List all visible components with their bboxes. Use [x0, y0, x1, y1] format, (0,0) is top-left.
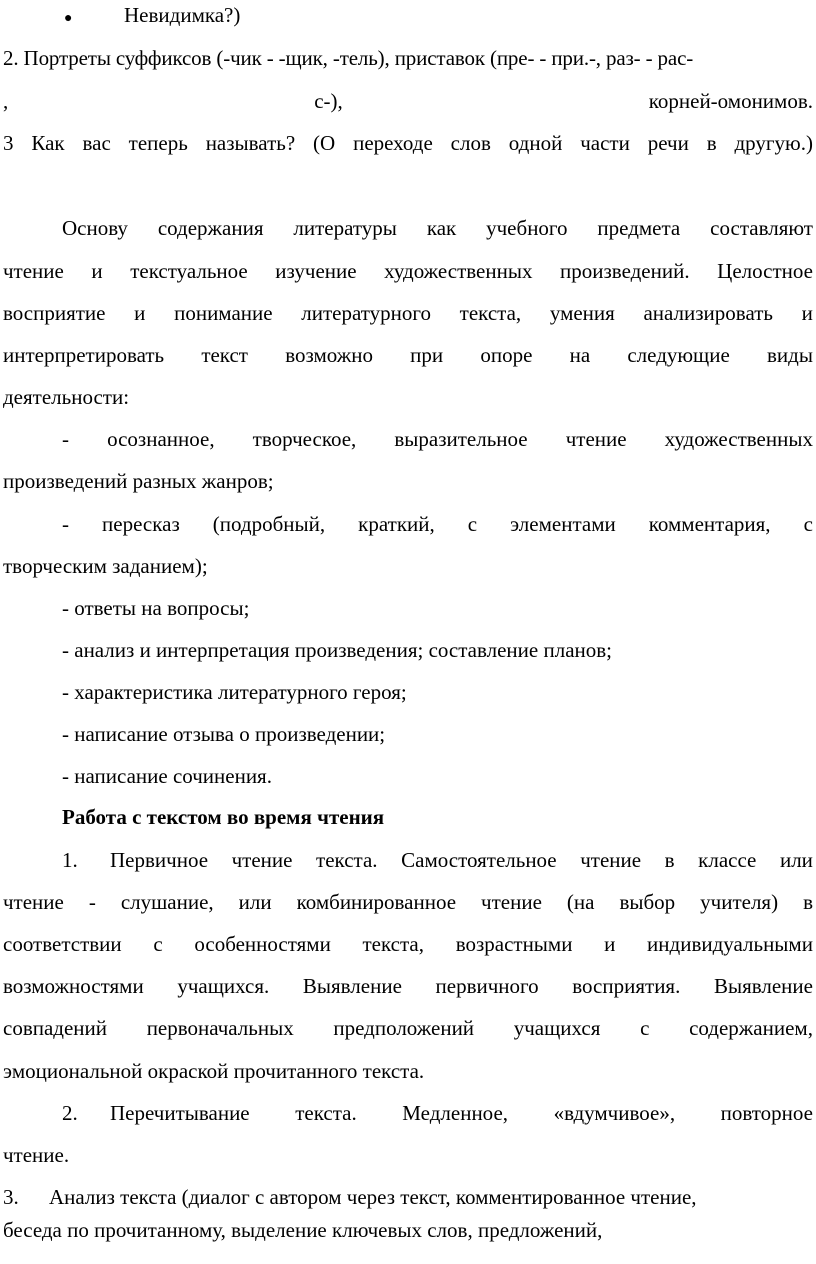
word: возрастными [455, 932, 573, 956]
word: предположений [333, 1016, 475, 1040]
word: опоре [480, 343, 533, 367]
word: и [801, 301, 813, 325]
word: с [153, 932, 163, 956]
word: Перечитывание [110, 1101, 250, 1125]
word: учащихся. [177, 974, 270, 998]
word: художественных [664, 427, 813, 451]
word: возможно [285, 343, 373, 367]
bullet-icon: ● [64, 11, 73, 26]
word: (О [313, 131, 336, 155]
word: - [88, 890, 96, 914]
word: при [410, 343, 444, 367]
word: с [640, 1016, 650, 1040]
step2-number: 2. [62, 1101, 78, 1125]
word: краткий, [358, 512, 435, 536]
word: текста. [295, 1101, 357, 1125]
word: возможностями [3, 974, 144, 998]
activity5: - характеристика литературного героя; [62, 680, 407, 704]
word: пересказ [102, 512, 180, 536]
word: особенностями [194, 932, 331, 956]
word: интерпретировать [3, 343, 165, 367]
word: в [706, 131, 717, 155]
word: , [3, 89, 9, 113]
word: Первичное [110, 848, 209, 872]
word: классе [698, 848, 757, 872]
word: Медленное, [402, 1101, 509, 1125]
item2-line1: 2. Портреты суффиксов (-чик - -щик, -тель), приставок (пре- - при.-, раз- - рас- [3, 46, 694, 70]
word: умения [549, 301, 615, 325]
word: литературного [301, 301, 431, 325]
word: в [664, 848, 675, 872]
activity1-line1 [62, 426, 813, 452]
word: предмета [597, 216, 681, 240]
paragraph1-line3 [3, 300, 813, 326]
word: слов [450, 131, 491, 155]
word: художественных [384, 259, 533, 283]
word: учащихся [513, 1016, 601, 1040]
word: виды [766, 343, 813, 367]
word: восприятия. [572, 974, 681, 998]
word: переходе [353, 131, 433, 155]
activity4: - анализ и интерпретация произведения; составление планов; [62, 638, 612, 662]
activity2-line1 [62, 511, 813, 537]
word: индивидуальными [647, 932, 813, 956]
word: «вдумчивое», [553, 1101, 676, 1125]
bullet-item-text: Невидимка?) [124, 3, 241, 27]
step1-line5 [3, 1015, 813, 1041]
word: текста, [459, 301, 522, 325]
word: (подробный, [212, 512, 326, 536]
word: выразительное [394, 427, 528, 451]
word: соответствии [3, 932, 122, 956]
word: называть? [205, 131, 296, 155]
word: текстуальное [130, 259, 248, 283]
word: комбинированное [296, 890, 457, 914]
word: первичного [435, 974, 539, 998]
paragraph1-line5: деятельности: [3, 385, 130, 409]
word: совпадений [3, 1016, 108, 1040]
word: следующие [627, 343, 730, 367]
word: текст [201, 343, 248, 367]
paragraph1-line1 [62, 215, 813, 241]
word: Целостное [717, 259, 813, 283]
step3-line2: беседа по прочитанному, выделение ключевых слов, предложений, [3, 1218, 603, 1242]
word: творческое, [252, 427, 357, 451]
activity7: - написание сочинения. [62, 764, 272, 788]
word: содержанием, [689, 1016, 813, 1040]
word: чтение [580, 848, 642, 872]
word: литературы [293, 216, 397, 240]
word: одной [508, 131, 563, 155]
section-heading: Работа с текстом во время чтения [62, 805, 385, 829]
word: выбор [619, 890, 676, 914]
word: изучение [275, 259, 357, 283]
word: Самостоятельное [401, 848, 557, 872]
word: с [803, 512, 813, 536]
item3-line [3, 130, 813, 156]
activity1-line2: произведений разных жанров; [3, 469, 274, 493]
word: первоначальных [146, 1016, 294, 1040]
word: учебного [486, 216, 568, 240]
word: Как [31, 131, 65, 155]
word: Выявление [713, 974, 813, 998]
word: Основу [62, 216, 128, 240]
paragraph1-line2 [3, 258, 813, 284]
word: текста, [362, 932, 425, 956]
word: комментария, [648, 512, 771, 536]
paragraph1-line4 [3, 342, 813, 368]
item2-line2 [3, 88, 813, 114]
word: слушание, [120, 890, 214, 914]
word: чтение [3, 259, 64, 283]
word: с-), [314, 89, 343, 113]
word: осознанное, [107, 427, 215, 451]
step3-number: 3. [3, 1185, 19, 1209]
word: понимание [174, 301, 273, 325]
word: вас [82, 131, 111, 155]
word: как [426, 216, 457, 240]
word: Выявление [302, 974, 402, 998]
word: - [62, 512, 69, 536]
activity3: - ответы на вопросы; [62, 596, 250, 620]
word: учителя) [700, 890, 779, 914]
word: - [62, 427, 69, 451]
word: чтение [231, 848, 293, 872]
activity6: - написание отзыва о произведении; [62, 722, 386, 746]
word: произведений. [560, 259, 690, 283]
step2-line2: чтение. [3, 1143, 70, 1167]
word: чтение [481, 890, 542, 914]
word: восприятие [3, 301, 106, 325]
word: части [580, 131, 630, 155]
word: и [134, 301, 146, 325]
word: или [779, 848, 813, 872]
word: в [803, 890, 813, 914]
word: 3 [3, 131, 14, 155]
word: содержания [157, 216, 264, 240]
word: теперь [128, 131, 188, 155]
word: или [238, 890, 272, 914]
word: повторное [720, 1101, 813, 1125]
activity2-line2: творческим заданием); [3, 554, 208, 578]
word: чтение [3, 890, 64, 914]
word: на [569, 343, 591, 367]
word: с [467, 512, 478, 536]
word: и [91, 259, 103, 283]
word: другую.) [734, 131, 813, 155]
word: составляют [710, 216, 813, 240]
word: и [604, 932, 616, 956]
word: анализировать [643, 301, 773, 325]
step1-line6: эмоциональной окраской прочитанного текста. [3, 1059, 425, 1083]
word: чтение [565, 427, 627, 451]
step1-number: 1. [62, 848, 78, 872]
word: элементами [510, 512, 616, 536]
word: текста. [316, 848, 378, 872]
step1-line4 [3, 973, 813, 999]
word: речи [647, 131, 689, 155]
step1-line3 [3, 931, 813, 957]
word: корней-омонимов. [648, 89, 813, 113]
step1-line2 [3, 889, 813, 915]
word: (на [566, 890, 595, 914]
